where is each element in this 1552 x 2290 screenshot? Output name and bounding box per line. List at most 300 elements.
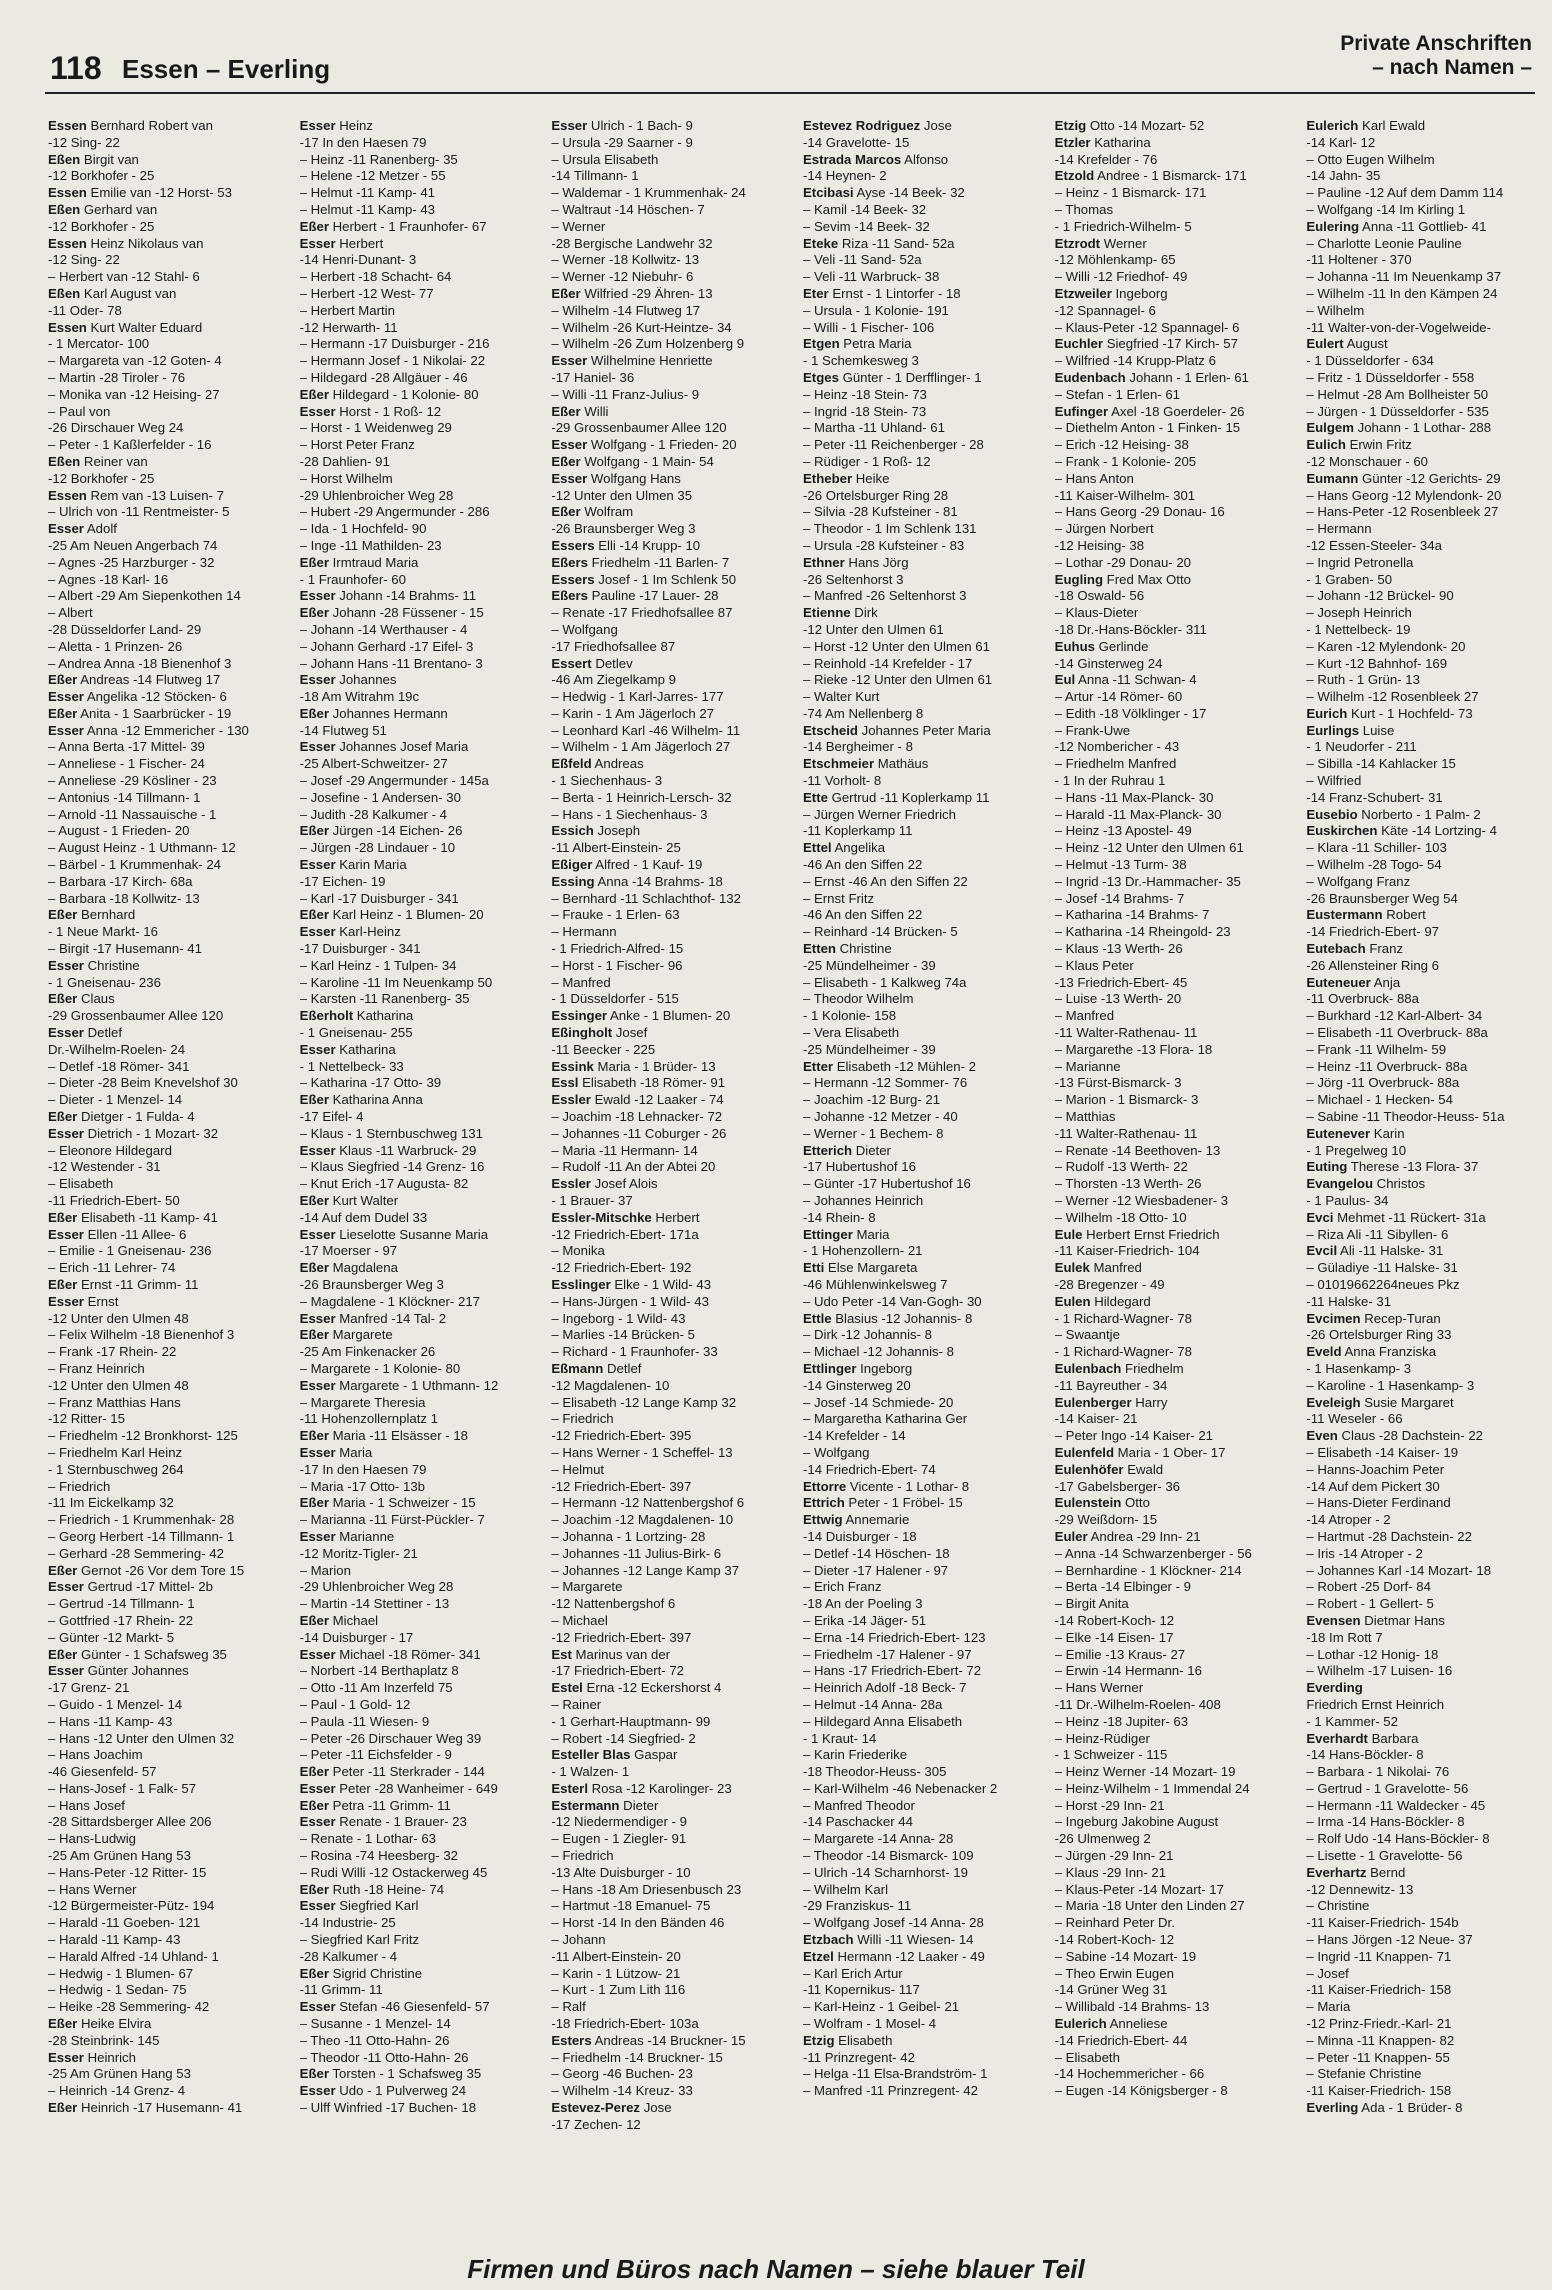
directory-entry xyxy=(1306,286,1538,303)
entry-surname: Evcimen xyxy=(1306,1310,1361,1326)
entry-text: – Horst -12 Unter den Ulmen 61 xyxy=(803,638,990,654)
entry-text: -12 Essen-Steeler- 34a xyxy=(1306,537,1442,553)
directory-entry xyxy=(551,1395,783,1412)
entry-text: Karl August van xyxy=(80,285,177,301)
entry-text: Detlev xyxy=(591,655,633,671)
entry-text: Hildegard xyxy=(1090,1293,1151,1309)
entry-text: Elisabeth -11 Kamp- 41 xyxy=(77,1209,218,1225)
entry-text: -29 Uhlenbroicher Weg 28 xyxy=(299,1579,454,1595)
entry-text: Petra -11 Grimm- 11 xyxy=(328,1797,451,1813)
directory-entry xyxy=(300,1428,532,1445)
entry-text: -14 Karl- 12 xyxy=(1306,134,1376,150)
directory-entry xyxy=(1306,521,1538,538)
directory-entry xyxy=(551,118,783,135)
entry-text: -12 Ritter- 15 xyxy=(48,1411,125,1427)
directory-entry xyxy=(803,420,1035,437)
directory-entry xyxy=(48,1680,280,1697)
directory-entry xyxy=(1306,1546,1538,1563)
entry-text: -11 Albert-Einstein- 25 xyxy=(551,840,681,856)
directory-entry xyxy=(1055,1764,1287,1781)
directory-entry xyxy=(300,1613,532,1630)
entry-surname: Ettrich xyxy=(803,1495,845,1511)
entry-text: Karl-Heinz xyxy=(335,924,401,940)
entry-text: Hermann -12 Laaker - 49 xyxy=(833,1948,985,1964)
entry-text: Heike xyxy=(852,470,890,486)
directory-entry xyxy=(1055,1025,1287,1042)
directory-entry xyxy=(1055,1277,1287,1294)
entry-surname: Eustermann xyxy=(1306,907,1383,923)
directory-entry xyxy=(803,672,1035,689)
directory-entry xyxy=(1306,1075,1538,1092)
entry-text: Heike Elvira xyxy=(77,2016,152,2032)
directory-entry xyxy=(803,2033,1035,2050)
directory-entry xyxy=(803,1932,1035,1949)
directory-entry xyxy=(1306,1495,1538,1512)
directory-entry xyxy=(48,185,280,202)
entry-text: – Manfred xyxy=(551,974,611,990)
directory-column xyxy=(803,118,1035,2248)
directory-entry xyxy=(300,1630,532,1647)
directory-entry xyxy=(803,1949,1035,1966)
entry-text: -12 Moritz-Tigler- 21 xyxy=(299,1545,418,1561)
entry-text: -17 Zechen- 12 xyxy=(551,2116,641,2132)
directory-entry xyxy=(1055,152,1287,169)
entry-text: Irmtraud Maria xyxy=(328,554,419,570)
entry-surname: Etzig xyxy=(803,2032,835,2048)
entry-text: Vicente - 1 Lothar- 8 xyxy=(846,1478,970,1494)
entry-text: Ernst - 1 Lintorfer - 18 xyxy=(828,285,961,301)
entry-text: – Horst -29 Inn- 21 xyxy=(1054,1797,1165,1813)
directory-entry xyxy=(803,656,1035,673)
entry-text: Erwin Fritz xyxy=(1345,437,1412,453)
entry-text: – Barbara - 1 Nikolai- 76 xyxy=(1306,1764,1450,1780)
entry-text: – Edith -18 Völklinger - 17 xyxy=(1054,705,1207,721)
entry-surname: Esser xyxy=(48,1125,84,1141)
directory-entry xyxy=(803,2066,1035,2083)
entry-text: Maria - 1 Ober- 17 xyxy=(1114,1444,1226,1460)
entry-text: – Ingeburg Jakobine August xyxy=(1054,1814,1219,1830)
directory-entry xyxy=(300,1075,532,1092)
directory-entry xyxy=(803,706,1035,723)
directory-entry xyxy=(551,1008,783,1025)
entry-text: – Dirk -12 Johannis- 8 xyxy=(803,1327,933,1343)
entry-surname: Eulgem xyxy=(1306,420,1354,436)
entry-text: – Lothar -29 Donau- 20 xyxy=(1054,554,1192,570)
entry-text: Detlef xyxy=(603,1360,642,1376)
directory-entry xyxy=(1306,1327,1538,1344)
directory-entry xyxy=(48,420,280,437)
entry-text: -12 Borkhofer - 25 xyxy=(48,470,155,486)
directory-entry xyxy=(803,1042,1035,1059)
entry-text: – Barbara -18 Kollwitz- 13 xyxy=(48,890,200,906)
directory-entry xyxy=(1055,1563,1287,1580)
directory-entry xyxy=(1306,672,1538,689)
directory-entry xyxy=(1055,773,1287,790)
entry-text: – Katharina -14 Rheingold- 23 xyxy=(1054,924,1231,940)
entry-text: Wilhelmine Henriette xyxy=(587,353,713,369)
directory-entry xyxy=(551,1059,783,1076)
directory-entry xyxy=(1306,219,1538,236)
entry-surname: Etscheid xyxy=(803,722,858,738)
directory-entry xyxy=(1306,756,1538,773)
entry-text: – Christine xyxy=(1306,1898,1370,1914)
entry-text: – Friedhelm Manfred xyxy=(1054,756,1177,772)
directory-entry xyxy=(300,202,532,219)
entry-text: – Willibald -14 Brahms- 13 xyxy=(1054,1999,1210,2015)
directory-entry xyxy=(300,857,532,874)
directory-entry xyxy=(48,1059,280,1076)
entry-text: – Josef -14 Brahms- 7 xyxy=(1054,890,1185,906)
entry-surname: Esser xyxy=(48,722,84,738)
entry-text: - 1 Neue Markt- 16 xyxy=(48,924,158,940)
entry-text: – Elisabeth xyxy=(1054,2049,1120,2065)
entry-text: Klaus -11 Warbruck- 29 xyxy=(335,1142,477,1158)
entry-text: – Hans-Josef - 1 Falk- 57 xyxy=(48,1780,197,1796)
directory-entry xyxy=(803,521,1035,538)
entry-text: – Rudolf -13 Werth- 22 xyxy=(1054,1159,1188,1175)
entry-text: – Wilhelm -12 Rosenbleek 27 xyxy=(1306,689,1479,705)
entry-surname: Ethner xyxy=(803,554,845,570)
directory-entry xyxy=(551,336,783,353)
entry-text: Alfred - 1 Kauf- 19 xyxy=(592,857,703,873)
directory-entry xyxy=(1306,790,1538,807)
entry-text: Johann - 1 Lothar- 288 xyxy=(1353,420,1492,436)
entry-text: – Otto Eugen Wilhelm xyxy=(1306,151,1435,167)
directory-entry xyxy=(48,622,280,639)
entry-text: – Hermann Josef - 1 Nikolai- 22 xyxy=(299,353,486,369)
entry-surname: Eßer xyxy=(299,1092,329,1108)
directory-entry xyxy=(1306,1647,1538,1664)
entry-text: -17 In den Haesen 79 xyxy=(299,1461,427,1477)
entry-text: – Hans -11 Max-Planck- 30 xyxy=(1054,789,1214,805)
directory-entry xyxy=(803,1630,1035,1647)
entry-text: – August - 1 Frieden- 20 xyxy=(48,823,190,839)
entry-text: – Hans Anton xyxy=(1054,470,1134,486)
entry-text: -12 Friedrich-Ebert- 397 xyxy=(551,1629,692,1645)
entry-text: – Hans-Jürgen - 1 Wild- 43 xyxy=(551,1293,709,1309)
entry-text: Dietger - 1 Fulda- 4 xyxy=(77,1109,195,1125)
entry-surname: Etienne xyxy=(803,605,851,621)
directory-column xyxy=(300,118,532,2248)
entry-text: Herbert - 1 Fraunhofer- 67 xyxy=(328,218,487,234)
entry-text: Torsten - 1 Schafsweg 35 xyxy=(328,2066,482,2082)
entry-text: Axel -18 Goerdeler- 26 xyxy=(1108,403,1245,419)
directory-entry xyxy=(551,1176,783,1193)
directory-entry xyxy=(803,504,1035,521)
directory-entry xyxy=(551,404,783,421)
entry-text: – Swaantje xyxy=(1054,1327,1120,1343)
entry-text: Horst - 1 Roß- 12 xyxy=(335,403,442,419)
directory-entry xyxy=(803,1747,1035,1764)
entry-text: – Ruth - 1 Grün- 13 xyxy=(1306,672,1420,688)
entry-text: – Joachim -18 Lehnacker- 72 xyxy=(551,1109,723,1125)
directory-entry xyxy=(1055,504,1287,521)
entry-text: – Arnold -11 Nassauische - 1 xyxy=(48,806,217,822)
entry-surname: Eßer xyxy=(299,823,329,839)
entry-text: – Johanne -12 Metzer - 40 xyxy=(803,1109,958,1125)
entry-text: – Helmut xyxy=(551,1461,605,1477)
entry-text: – Anna Berta -17 Mittel- 39 xyxy=(48,739,205,755)
entry-text: -14 Kaiser- 21 xyxy=(1054,1411,1138,1427)
directory-entry xyxy=(48,874,280,891)
directory-entry xyxy=(300,891,532,908)
directory-entry xyxy=(300,605,532,622)
entry-text: -29 Uhlenbroicher Weg 28 xyxy=(299,487,454,503)
entry-text: -11 Kaiser-Wilhelm- 301 xyxy=(1054,487,1196,503)
directory-entry xyxy=(803,639,1035,656)
directory-entry xyxy=(1306,891,1538,908)
directory-entry xyxy=(1306,252,1538,269)
directory-entry xyxy=(803,1680,1035,1697)
entry-text: – Margaretha Katharina Ger xyxy=(803,1411,968,1427)
directory-entry xyxy=(803,891,1035,908)
directory-entry xyxy=(300,874,532,891)
entry-text: – Hans Werner - 1 Scheffel- 13 xyxy=(551,1444,733,1460)
directory-entry xyxy=(48,1227,280,1244)
entry-text: – Otto -11 Am Inzerfeld 75 xyxy=(299,1680,453,1696)
directory-entry xyxy=(1306,1747,1538,1764)
entry-text: – Theo -11 Otto-Hahn- 26 xyxy=(299,2032,450,2048)
directory-entry xyxy=(803,1075,1035,1092)
entry-surname: Essen xyxy=(48,118,87,133)
directory-entry xyxy=(1055,1445,1287,1462)
directory-entry xyxy=(300,118,532,135)
entry-text: – Werner -18 Kollwitz- 13 xyxy=(551,252,700,268)
entry-text: -14 Duisburger - 18 xyxy=(803,1528,917,1544)
directory-entry xyxy=(300,1042,532,1059)
directory-entry xyxy=(1055,1982,1287,1999)
directory-entry xyxy=(300,1898,532,1915)
entry-text: Margarete - 1 Uthmann- 12 xyxy=(335,1377,499,1393)
directory-entry xyxy=(1306,320,1538,337)
directory-entry xyxy=(48,1613,280,1630)
entry-text: – Friedhelm Karl Heinz xyxy=(48,1444,183,1460)
entry-text: – Willi - 1 Fischer- 106 xyxy=(803,319,935,335)
entry-text: – Erich -11 Lehrer- 74 xyxy=(48,1260,176,1276)
directory-entry xyxy=(1055,370,1287,387)
directory-entry xyxy=(300,1579,532,1596)
entry-surname: Esser xyxy=(299,672,336,688)
entry-text: Udo - 1 Pulverweg 24 xyxy=(335,2083,467,2099)
directory-entry xyxy=(803,689,1035,706)
entry-text: – Helmut -28 Am Bollheister 50 xyxy=(1306,386,1489,402)
directory-entry xyxy=(300,521,532,538)
entry-text: – Luise -13 Werth- 20 xyxy=(1054,991,1182,1007)
entry-text: Kurt Walter Eduard xyxy=(86,319,203,335)
entry-text: Sigrid Christine xyxy=(328,1965,423,1981)
entry-text: – Renate -14 Beethoven- 13 xyxy=(1054,1142,1221,1158)
entry-text: – Heinz Werner -14 Mozart- 19 xyxy=(1054,1764,1236,1780)
directory-entry xyxy=(551,1563,783,1580)
entry-text: - 1 Schemkesweg 3 xyxy=(803,353,919,369)
directory-entry xyxy=(551,639,783,656)
directory-entry xyxy=(1306,303,1538,320)
entry-text: – Klaus - 1 Sternbuschweg 131 xyxy=(299,1125,483,1141)
directory-entry xyxy=(1306,1092,1538,1109)
directory-entry xyxy=(803,857,1035,874)
entry-text: Manfred -14 Tal- 2 xyxy=(335,1310,447,1326)
directory-entry xyxy=(48,1647,280,1664)
directory-entry xyxy=(803,1814,1035,1831)
entry-text: – Wolfgang Josef -14 Anna- 28 xyxy=(803,1915,984,1931)
entry-text: Annemarie xyxy=(842,1512,910,1528)
entry-text: – Robert -14 Siegfried- 2 xyxy=(551,1730,696,1746)
entry-text: -12 Magdalenen- 10 xyxy=(551,1377,670,1393)
directory-entry xyxy=(1055,1344,1287,1361)
entry-text: – Elisabeth -12 Lange Kamp 32 xyxy=(551,1394,737,1410)
entry-surname: Ettlinger xyxy=(803,1360,857,1376)
entry-text: -26 Ortelsburger Ring 28 xyxy=(803,487,949,503)
entry-text: Marianne xyxy=(335,1528,395,1544)
directory-entry xyxy=(1055,1731,1287,1748)
entry-surname: Euteneuer xyxy=(1306,974,1371,990)
directory-entry xyxy=(1306,1294,1538,1311)
entry-text: – Wilhelm xyxy=(1306,302,1365,318)
entry-text: -12 Westender - 31 xyxy=(48,1159,161,1175)
entry-text: -17 Friedhofsallee 87 xyxy=(551,638,676,654)
entry-text: Bernhard Robert van xyxy=(86,118,213,133)
entry-text: Emilie van -12 Horst- 53 xyxy=(86,185,232,201)
entry-text: – Willi -12 Friedhof- 49 xyxy=(1054,269,1188,285)
entry-text: -12 Spannagel- 6 xyxy=(1054,302,1156,318)
entry-surname: Etzel xyxy=(803,1948,834,1964)
directory-entry xyxy=(803,286,1035,303)
directory-entry xyxy=(1306,1999,1538,2016)
entry-text: -46 Giesenfeld- 57 xyxy=(48,1764,157,1780)
directory-entry xyxy=(803,1848,1035,1865)
directory-entry xyxy=(300,1697,532,1714)
directory-entry xyxy=(300,437,532,454)
directory-entry xyxy=(48,790,280,807)
entry-text: – Kamil -14 Beek- 32 xyxy=(803,201,927,217)
directory-entry xyxy=(803,252,1035,269)
entry-text: – Martha -11 Uhland- 61 xyxy=(803,420,945,436)
entry-text: – Eleonore Hildegard xyxy=(48,1142,172,1158)
directory-entry xyxy=(300,2100,532,2117)
directory-entry xyxy=(1306,1663,1538,1680)
directory-entry xyxy=(1055,689,1287,706)
entry-surname: Esser xyxy=(299,1444,336,1460)
entry-surname: Eßer xyxy=(299,1764,329,1780)
entry-text: -12 Monschauer - 60 xyxy=(1306,453,1429,469)
entry-text: – Hedwig - 1 Blumen- 67 xyxy=(48,1965,194,1981)
entry-text: – Harald Alfred -14 Uhland- 1 xyxy=(48,1948,219,1964)
entry-text: – Richard - 1 Fraunhofer- 33 xyxy=(551,1344,718,1360)
entry-text: Marinus van der xyxy=(571,1646,671,1662)
entry-text: – Frank - 1 Kolonie- 205 xyxy=(1054,453,1197,469)
entry-text: – Karl -17 Duisburger - 341 xyxy=(299,890,459,906)
directory-entry xyxy=(1055,975,1287,992)
directory-entry xyxy=(48,1932,280,1949)
directory-entry xyxy=(48,588,280,605)
directory-entry xyxy=(551,504,783,521)
directory-entry xyxy=(1055,1932,1287,1949)
directory-entry xyxy=(551,1445,783,1462)
entry-text: Wolfgang - 1 Main- 54 xyxy=(580,453,714,469)
entry-text: – Hedwig - 1 Karl-Jarres- 177 xyxy=(551,689,724,705)
entry-text: Andreas -14 Flutweg 17 xyxy=(77,672,221,688)
entry-text: – Heinz -18 Stein- 73 xyxy=(803,386,927,402)
entry-surname: Estermann xyxy=(551,1797,620,1813)
entry-surname: Eßer xyxy=(551,285,581,301)
directory-entry xyxy=(300,1277,532,1294)
entry-text: – Wilhelm -28 Togo- 54 xyxy=(1306,857,1442,873)
directory-entry xyxy=(1306,336,1538,353)
entry-text: -46 An den Siffen 22 xyxy=(803,907,923,923)
entry-text: – Helmut -11 Kamp- 43 xyxy=(299,201,436,217)
directory-entry xyxy=(803,1126,1035,1143)
directory-entry xyxy=(300,152,532,169)
entry-text: – Friedrich xyxy=(551,1411,614,1427)
directory-entry xyxy=(551,1529,783,1546)
entry-text: Michael -18 Römer- 341 xyxy=(335,1646,481,1662)
entry-surname: Essen xyxy=(48,235,87,251)
directory-entry xyxy=(300,790,532,807)
directory-entry xyxy=(551,219,783,236)
entry-text: -25 Mündelheimer - 39 xyxy=(803,1041,936,1057)
entry-text: – Sabine -11 Theodor-Heuss- 51a xyxy=(1306,1109,1505,1125)
entry-surname: Eutenever xyxy=(1306,1125,1371,1141)
directory-entry xyxy=(48,1579,280,1596)
entry-text: -14 Atroper - 2 xyxy=(1306,1512,1391,1528)
entry-text: – Hans -12 Unter den Ulmen 32 xyxy=(48,1730,235,1746)
entry-surname: Euhus xyxy=(1054,638,1095,654)
directory-entry xyxy=(48,135,280,152)
entry-text: – Bernhard -11 Schlachthof- 132 xyxy=(551,890,741,906)
directory-entry xyxy=(48,1260,280,1277)
directory-entry xyxy=(551,1159,783,1176)
directory-entry xyxy=(48,219,280,236)
entry-surname: Eßer xyxy=(299,1965,329,1981)
directory-entry xyxy=(48,1982,280,1999)
directory-entry xyxy=(1306,1479,1538,1496)
entry-text: Elisabeth -18 Römer- 91 xyxy=(578,1075,726,1091)
directory-entry xyxy=(48,975,280,992)
entry-text: -17 Gabelsberger- 36 xyxy=(1054,1478,1181,1494)
entry-text: Wilfried -29 Ähren- 13 xyxy=(580,285,713,301)
directory-entry xyxy=(803,1109,1035,1126)
directory-entry xyxy=(1306,1563,1538,1580)
directory-entry xyxy=(300,1966,532,1983)
directory-entry xyxy=(551,1882,783,1899)
entry-surname: Esser xyxy=(299,1999,336,2015)
directory-entry xyxy=(1306,572,1538,589)
entry-text: -11 Bayreuther - 34 xyxy=(1054,1377,1168,1393)
entry-text: – Detlef -14 Höschen- 18 xyxy=(803,1545,950,1561)
directory-entry xyxy=(1055,1579,1287,1596)
directory-entry xyxy=(300,907,532,924)
directory-entry xyxy=(48,1294,280,1311)
directory-entry xyxy=(1055,404,1287,421)
directory-entry xyxy=(551,1227,783,1244)
entry-surname: Eßer xyxy=(48,705,78,721)
entry-text: -11 Grimm- 11 xyxy=(299,1982,383,1998)
entry-text: Johann -14 Brahms- 11 xyxy=(335,588,477,604)
directory-entry xyxy=(551,1260,783,1277)
entry-text: -11 Kaiser-Friedrich- 104 xyxy=(1054,1243,1200,1259)
entry-text: – Bernhardine - 1 Klöckner- 214 xyxy=(1054,1562,1242,1578)
entry-surname: Eßfeld xyxy=(551,756,592,772)
entry-text: -17 Haniel- 36 xyxy=(551,369,635,385)
entry-text: - 1 Hohenzollern- 21 xyxy=(803,1243,923,1259)
directory-entry xyxy=(1306,739,1538,756)
entry-surname: Eufinger xyxy=(1054,403,1109,419)
entry-text: – Ingrid Petronella xyxy=(1306,554,1414,570)
entry-surname: Eßerholt xyxy=(299,1008,354,1024)
directory-entry xyxy=(300,1059,532,1076)
entry-text: -14 Friedrich-Ebert- 44 xyxy=(1054,2032,1188,2048)
directory-entry xyxy=(803,1529,1035,1546)
